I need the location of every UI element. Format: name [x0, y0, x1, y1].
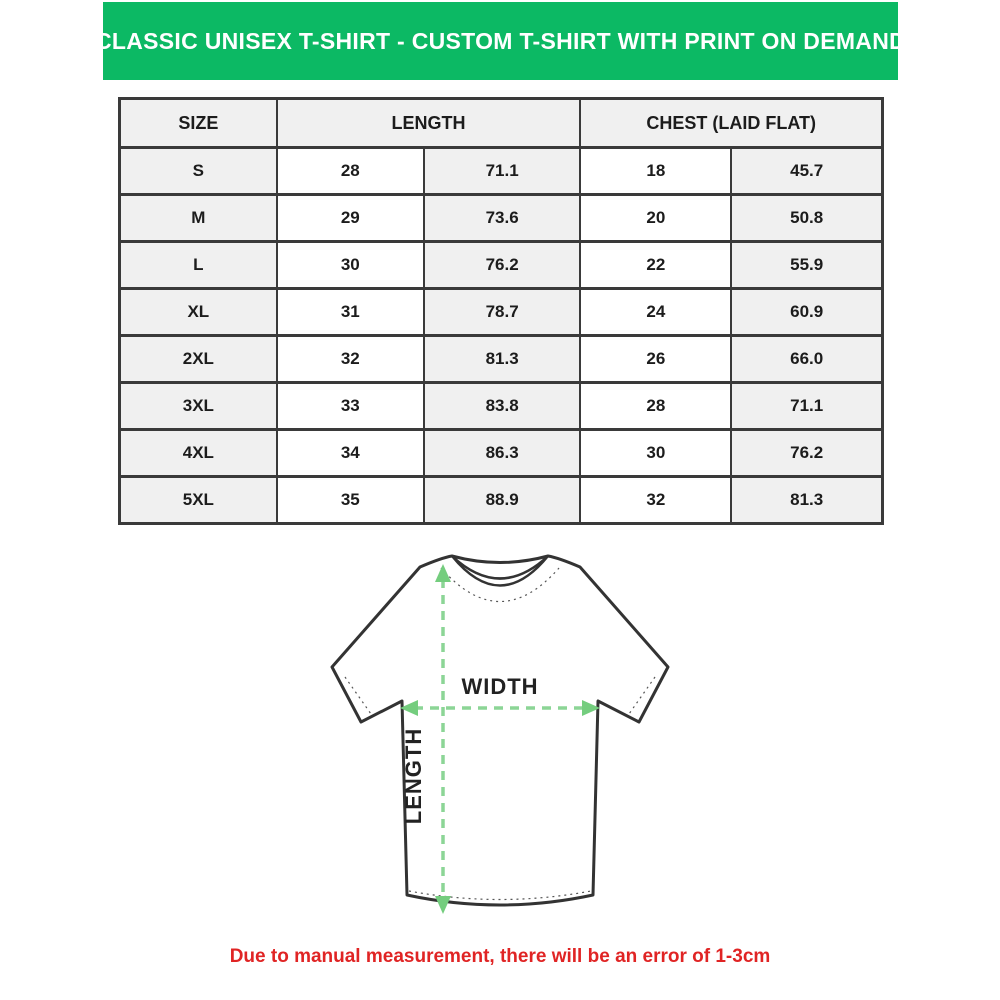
cell-length-in: 28 — [277, 148, 424, 195]
cell-length-cm: 86.3 — [424, 430, 580, 477]
tshirt-measurement-diagram — [300, 543, 700, 943]
cell-size: L — [120, 242, 277, 289]
cell-size: 5XL — [120, 477, 277, 524]
table-row — [120, 242, 883, 289]
cell-chest-cm: 81.3 — [731, 477, 882, 524]
cell-length-in: 35 — [277, 477, 424, 524]
cell-chest-cm: 76.2 — [731, 430, 882, 477]
cell-chest-cm: 60.9 — [731, 289, 882, 336]
measurement-disclaimer: Due to manual measurement, there will be an error of 1-3cm — [229, 946, 771, 967]
page-title: CLASSIC UNISEX T-SHIRT - CUSTOM T-SHIRT WITH PRINT ON DEMAND — [94, 27, 907, 54]
cell-size: 4XL — [120, 430, 277, 477]
cell-chest-cm: 66.0 — [731, 336, 882, 383]
table-row — [120, 148, 883, 195]
width-label: WIDTH — [461, 674, 539, 699]
cell-chest-cm: 45.7 — [731, 148, 882, 195]
cell-length-in: 30 — [277, 242, 424, 289]
length-label: LENGTH — [401, 727, 426, 825]
col-header-length: LENGTH — [277, 99, 581, 148]
cell-length-in: 33 — [277, 383, 424, 430]
cell-length-in: 29 — [277, 195, 424, 242]
cell-length-in: 32 — [277, 336, 424, 383]
cell-length-cm: 88.9 — [424, 477, 580, 524]
cell-chest-cm: 50.8 — [731, 195, 882, 242]
cell-length-cm: 83.8 — [424, 383, 580, 430]
cell-chest-cm: 71.1 — [731, 383, 882, 430]
cell-length-cm: 73.6 — [424, 195, 580, 242]
cell-length-cm: 81.3 — [424, 336, 580, 383]
cell-length-in: 31 — [277, 289, 424, 336]
cell-length-cm: 76.2 — [424, 242, 580, 289]
cell-length-cm: 71.1 — [424, 148, 580, 195]
table-row — [120, 477, 883, 524]
table-row — [120, 383, 883, 430]
cell-chest-in: 20 — [580, 195, 731, 242]
cell-length-in: 34 — [277, 430, 424, 477]
cell-chest-in: 22 — [580, 242, 731, 289]
cell-size: S — [120, 148, 277, 195]
tshirt-diagram-svg — [300, 543, 700, 943]
table-header-row — [120, 99, 883, 148]
table-row — [120, 195, 883, 242]
cell-size: 2XL — [120, 336, 277, 383]
length-arrowhead-bottom — [435, 896, 451, 914]
size-chart-table — [118, 97, 884, 525]
cell-chest-in: 32 — [580, 477, 731, 524]
cell-chest-in: 24 — [580, 289, 731, 336]
col-header-size: SIZE — [120, 99, 277, 148]
cell-size: 3XL — [120, 383, 277, 430]
title-banner — [94, 2, 907, 80]
cell-length-cm: 78.7 — [424, 289, 580, 336]
table-row — [120, 336, 883, 383]
cell-size: XL — [120, 289, 277, 336]
col-header-chest: CHEST (LAID FLAT) — [580, 99, 882, 148]
cell-chest-in: 28 — [580, 383, 731, 430]
cell-chest-in: 26 — [580, 336, 731, 383]
table-row — [120, 289, 883, 336]
size-table-body — [120, 148, 883, 524]
table-row — [120, 430, 883, 477]
cell-chest-in: 30 — [580, 430, 731, 477]
cell-chest-cm: 55.9 — [731, 242, 882, 289]
cell-size: M — [120, 195, 277, 242]
cell-chest-in: 18 — [580, 148, 731, 195]
tshirt-outline — [332, 556, 668, 905]
